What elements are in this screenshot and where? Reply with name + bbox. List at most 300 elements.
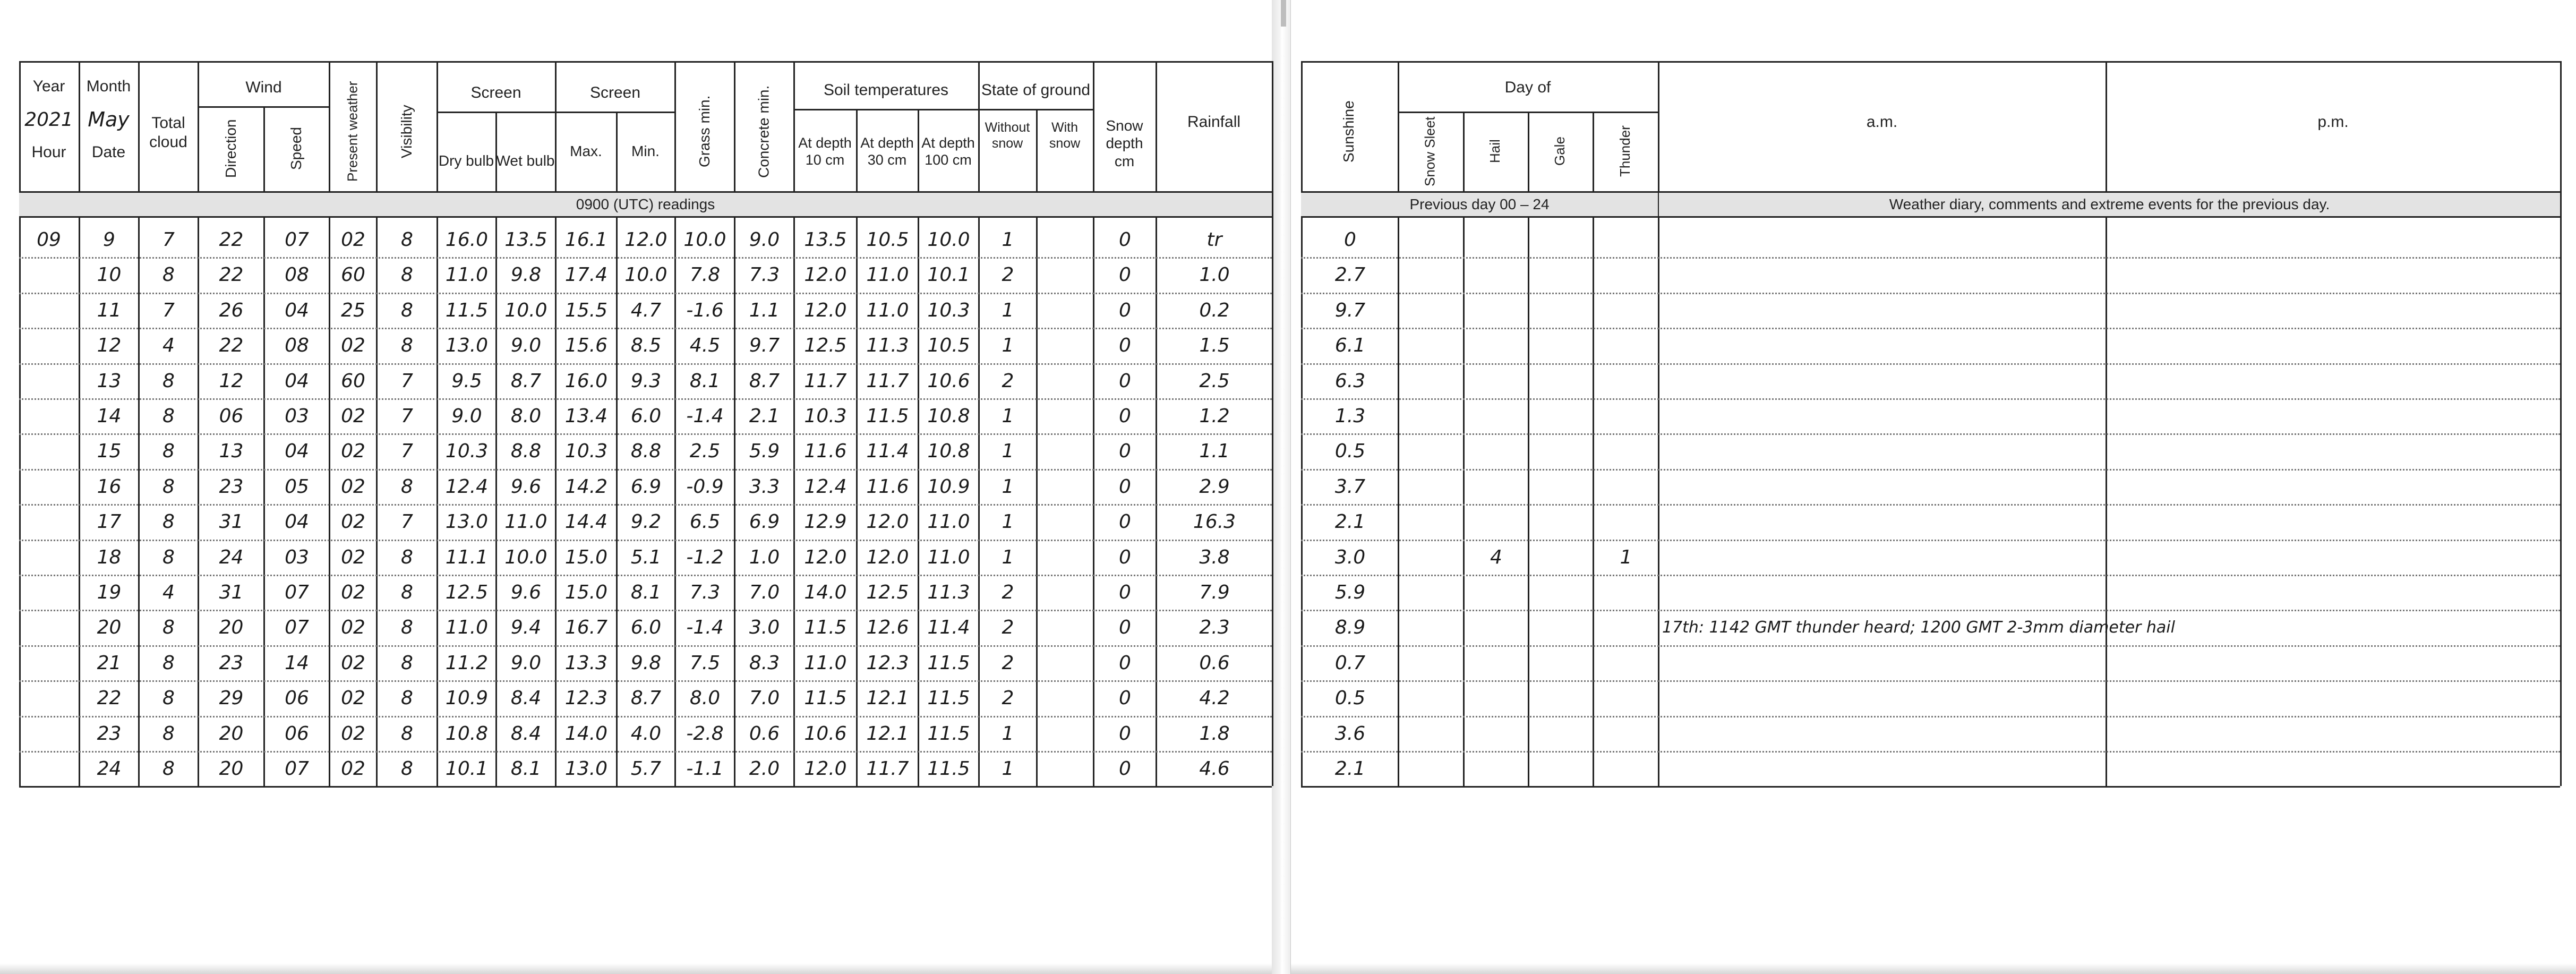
sunshine-cell: 2.1: [1334, 757, 1366, 780]
wet-bulb-cell: 8.7: [510, 370, 542, 392]
sunshine-cell: 8.9: [1334, 616, 1366, 638]
gale-cell: [1529, 328, 1593, 363]
thunder-cell: [1594, 575, 1658, 610]
thunder-header: Thunder: [1616, 125, 1633, 177]
snow-depth-cell: 0: [1119, 405, 1131, 427]
soil-10cm-cell: 10.3: [804, 405, 847, 427]
wind-speed-header: Speed: [288, 127, 305, 170]
dry-bulb-cell: 11.2: [445, 652, 489, 674]
screen-min-cell: 8.7: [630, 687, 662, 709]
rainfall-cell: 0.2: [1199, 299, 1230, 321]
screen-min-cell: 4.0: [630, 722, 662, 745]
with-snow-cell: [1038, 540, 1093, 575]
without-snow-cell: 1: [1002, 546, 1014, 568]
visibility-cell: 8: [401, 299, 413, 321]
soil-30cm-cell: 11.0: [866, 263, 909, 286]
hail-cell: [1465, 222, 1528, 257]
grass-min-cell: 7.5: [689, 652, 721, 674]
hail-cell: [1465, 575, 1528, 610]
concrete-min-cell: 8.3: [749, 652, 780, 674]
dry-bulb-cell: 11.0: [445, 616, 489, 638]
without-snow-cell: 1: [1002, 405, 1014, 427]
with-snow-cell: [1038, 433, 1093, 468]
snow-sleet-cell: [1399, 363, 1463, 398]
present-weather-cell: 02: [341, 581, 365, 603]
screen-min-cell: 9.2: [630, 510, 662, 533]
present-weather-cell: 02: [341, 616, 365, 638]
day-of-header: Day of: [1504, 79, 1551, 96]
wet-bulb-cell: 8.0: [510, 405, 542, 427]
screen-max-cell: 15.5: [564, 299, 608, 321]
screen-max-cell: 15.0: [564, 546, 608, 568]
wind-speed-cell: 08: [285, 334, 309, 356]
visibility-cell: 8: [401, 228, 413, 251]
sunshine-cell: 0.5: [1334, 440, 1366, 462]
total-cloud-cell: 8: [162, 687, 175, 709]
visibility-cell: 8: [401, 722, 413, 745]
sunshine-cell: 0.5: [1334, 687, 1366, 709]
screen-min-cell: 9.3: [630, 370, 662, 392]
wind-speed-cell: 14: [285, 652, 309, 674]
thunder-cell: [1594, 645, 1658, 680]
soil-100cm-cell: 10.8: [927, 405, 970, 427]
date-cell: 17: [97, 510, 122, 533]
grid-line: [19, 61, 21, 786]
visibility-cell: 8: [401, 546, 413, 568]
soil-30cm-cell: 11.0: [866, 299, 909, 321]
total-cloud-cell: 8: [162, 440, 175, 462]
concrete-min-cell: 2.0: [749, 757, 780, 780]
wet-bulb-header: Wet bulb: [496, 152, 555, 169]
year-label: Year: [32, 78, 65, 95]
snow-depth-cell: 0: [1119, 510, 1131, 533]
soil-100cm-cell: 11.3: [927, 581, 970, 603]
screen-min-cell: 6.9: [630, 475, 662, 498]
wind-direction-cell: 24: [219, 546, 244, 568]
total-cloud-cell: 8: [162, 370, 175, 392]
visibility-cell: 7: [401, 440, 413, 462]
with-snow-cell: [1038, 363, 1093, 398]
with-snow-cell: [1038, 575, 1093, 610]
visibility-cell: 8: [401, 334, 413, 356]
wet-bulb-cell: 10.0: [504, 546, 547, 568]
rainfall-cell: tr: [1206, 228, 1222, 251]
date-cell: 24: [97, 757, 122, 780]
thunder-cell: [1594, 751, 1658, 786]
snow-sleet-cell: [1399, 257, 1463, 292]
thunder-cell: [1594, 363, 1658, 398]
soil-100cm-cell: 10.9: [927, 475, 970, 498]
snow-sleet-cell: [1399, 328, 1463, 363]
grass-min-cell: -1.2: [686, 546, 724, 568]
soil-30cm-cell: 11.7: [866, 370, 909, 392]
screen-min-cell: 5.1: [630, 546, 662, 568]
date-cell: 16: [97, 475, 122, 498]
hour-entry: 09: [37, 228, 61, 251]
hour-label: Hour: [31, 143, 66, 161]
state-of-ground-header: State of ground: [981, 81, 1091, 99]
wind-speed-cell: 07: [285, 581, 309, 603]
wet-bulb-cell: 9.6: [510, 475, 542, 498]
dry-bulb-cell: 12.4: [445, 475, 489, 498]
date-cell: 21: [97, 652, 122, 674]
concrete-min-cell: 9.0: [749, 228, 780, 251]
present-weather-cell: 60: [341, 263, 365, 286]
gale-cell: [1529, 540, 1593, 575]
sunshine-cell: 5.9: [1334, 581, 1366, 603]
total-cloud-cell: 8: [162, 757, 175, 780]
screen-max-cell: 14.4: [564, 510, 608, 533]
wind-speed-cell: 07: [285, 616, 309, 638]
wind-speed-cell: 04: [285, 299, 309, 321]
hail-cell: [1465, 433, 1528, 468]
soil-30cm-cell: 12.1: [866, 722, 909, 745]
gale-cell: [1529, 469, 1593, 504]
wind-speed-cell: 06: [285, 722, 309, 745]
date-cell: 9: [103, 228, 115, 251]
wind-speed-cell: 07: [285, 228, 309, 251]
hail-cell: [1465, 257, 1528, 292]
dry-bulb-cell: 16.0: [445, 228, 489, 251]
present-weather-cell: 60: [341, 370, 365, 392]
previous-day-band: Previous day 00 – 24: [1301, 191, 1658, 218]
thunder-cell: [1594, 680, 1658, 715]
total-cloud-cell: 8: [162, 722, 175, 745]
present-weather-cell: 02: [341, 757, 365, 780]
grass-min-cell: -1.4: [686, 616, 724, 638]
thunder-cell: [1594, 469, 1658, 504]
screen-max-cell: 17.4: [564, 263, 608, 286]
wet-bulb-cell: 9.0: [510, 334, 542, 356]
soil-100cm-cell: 11.5: [927, 652, 970, 674]
snow-sleet-cell: [1399, 716, 1463, 751]
total-cloud-cell: 8: [162, 616, 175, 638]
grid-line: [2560, 61, 2562, 786]
visibility-cell: 8: [401, 757, 413, 780]
hail-cell: 4: [1490, 546, 1502, 568]
visibility-cell: 8: [401, 263, 413, 286]
grid-line: [1398, 112, 1658, 113]
concrete-min-header: Concrete min.: [755, 85, 772, 178]
soil-100cm-cell: 11.5: [927, 757, 970, 780]
grid-line: [978, 109, 1093, 110]
concrete-min-cell: 6.9: [749, 510, 780, 533]
soil-30cm-cell: 11.5: [866, 405, 909, 427]
rainfall-cell: 1.1: [1199, 440, 1230, 462]
with-snow-header: With snow: [1049, 120, 1081, 151]
snow-sleet-cell: [1399, 433, 1463, 468]
soil-10cm-cell: 12.5: [804, 334, 847, 356]
soil-30cm-cell: 12.6: [866, 616, 909, 638]
without-snow-cell: 1: [1002, 722, 1014, 745]
grid-line: [198, 106, 329, 108]
without-snow-cell: 1: [1002, 440, 1014, 462]
soil-10cm-cell: 11.7: [804, 370, 847, 392]
total-cloud-header: Total cloud: [149, 114, 187, 151]
total-cloud-cell: 7: [162, 299, 175, 321]
visibility-cell: 8: [401, 687, 413, 709]
soil-10cm-cell: 12.0: [804, 263, 847, 286]
gale-cell: [1529, 680, 1593, 715]
hail-cell: [1465, 716, 1528, 751]
concrete-min-cell: 9.7: [749, 334, 780, 356]
snow-sleet-cell: [1399, 680, 1463, 715]
present-weather-cell: 02: [341, 652, 365, 674]
concrete-min-cell: 5.9: [749, 440, 780, 462]
dry-bulb-cell: 9.0: [451, 405, 482, 427]
present-weather-cell: 02: [341, 334, 365, 356]
soil-100cm-cell: 11.0: [927, 546, 970, 568]
wet-bulb-cell: 8.4: [510, 687, 542, 709]
grass-min-cell: 10.0: [683, 228, 726, 251]
without-snow-cell: 1: [1002, 299, 1014, 321]
wind-header: Wind: [245, 79, 282, 96]
without-snow-cell: 1: [1002, 475, 1014, 498]
concrete-min-cell: 7.0: [749, 687, 780, 709]
soil-10cm-cell: 14.0: [804, 581, 847, 603]
book-spine: [1272, 0, 1290, 974]
snow-depth-cell: 0: [1119, 370, 1131, 392]
wind-speed-cell: 05: [285, 475, 309, 498]
wind-direction-cell: 22: [219, 263, 244, 286]
soil-100cm-header: At depth 100 cm: [921, 134, 975, 168]
screen-max-header: Max.: [570, 143, 602, 160]
wet-bulb-cell: 8.1: [510, 757, 542, 780]
wet-bulb-cell: 11.0: [504, 510, 547, 533]
screen-min-cell: 5.7: [630, 757, 662, 780]
wind-direction-cell: 31: [219, 510, 244, 533]
soil-30cm-cell: 12.1: [866, 687, 909, 709]
dry-bulb-cell: 12.5: [445, 581, 489, 603]
wind-speed-cell: 03: [285, 546, 309, 568]
soil-100cm-cell: 10.3: [927, 299, 970, 321]
present-weather-cell: 02: [341, 440, 365, 462]
rainfall-cell: 1.0: [1199, 263, 1230, 286]
visibility-header: Visibility: [398, 105, 415, 158]
rainfall-cell: 0.6: [1199, 652, 1230, 674]
thunder-cell: [1594, 398, 1658, 433]
wet-bulb-cell: 9.8: [510, 263, 542, 286]
wind-direction-cell: 20: [219, 722, 244, 745]
dry-bulb-cell: 10.8: [445, 722, 489, 745]
rainfall-cell: 4.6: [1199, 757, 1230, 780]
sunshine-cell: 6.3: [1334, 370, 1366, 392]
wind-speed-cell: 07: [285, 757, 309, 780]
screen-min-cell: 10.0: [624, 263, 667, 286]
hail-cell: [1465, 469, 1528, 504]
visibility-cell: 7: [401, 510, 413, 533]
soil-100cm-cell: 11.0: [927, 510, 970, 533]
wet-bulb-cell: 9.0: [510, 652, 542, 674]
without-snow-cell: 2: [1002, 652, 1014, 674]
snow-sleet-header: Snow Sleet: [1422, 116, 1438, 186]
wind-speed-cell: 04: [285, 440, 309, 462]
snow-depth-cell: 0: [1119, 228, 1131, 251]
gale-cell: [1529, 433, 1593, 468]
wind-direction-cell: 23: [219, 652, 244, 674]
grass-min-cell: 6.5: [689, 510, 721, 533]
concrete-min-cell: 2.1: [749, 405, 780, 427]
dry-bulb-cell: 11.0: [445, 263, 489, 286]
gale-header: Gale: [1551, 136, 1568, 166]
spine-tab: [1281, 0, 1286, 27]
dry-bulb-cell: 13.0: [445, 334, 489, 356]
thunder-cell: [1594, 504, 1658, 539]
present-weather-cell: 02: [341, 546, 365, 568]
grass-min-cell: 2.5: [689, 440, 721, 462]
with-snow-cell: [1038, 645, 1093, 680]
wind-speed-cell: 06: [285, 687, 309, 709]
hail-cell: [1465, 328, 1528, 363]
thunder-cell: [1594, 328, 1658, 363]
gale-cell: [1529, 716, 1593, 751]
present-weather-cell: 02: [341, 722, 365, 745]
hail-header: Hail: [1486, 139, 1503, 164]
screen-max-cell: 16.0: [564, 370, 608, 392]
am-header: a.m.: [1866, 113, 1898, 131]
soil-10cm-cell: 11.6: [804, 440, 847, 462]
total-cloud-cell: 8: [162, 475, 175, 498]
gale-cell: [1529, 257, 1593, 292]
grass-min-cell: 4.5: [689, 334, 721, 356]
date-cell: 19: [97, 581, 122, 603]
diary-note: 17th: 1142 GMT thunder heard; 1200 GMT 2-3mm diameter hail: [1662, 618, 2175, 637]
soil-30cm-cell: 12.0: [866, 546, 909, 568]
wet-bulb-cell: 9.6: [510, 581, 542, 603]
month-value: May: [88, 108, 130, 132]
with-snow-cell: [1038, 469, 1093, 504]
gale-cell: [1529, 751, 1593, 786]
grass-min-cell: 7.8: [689, 263, 721, 286]
thunder-cell: [1594, 222, 1658, 257]
dry-bulb-cell: 11.1: [445, 546, 489, 568]
snow-sleet-cell: [1399, 398, 1463, 433]
wind-direction-cell: 12: [219, 370, 244, 392]
wet-bulb-cell: 13.5: [504, 228, 547, 251]
gale-cell: [1529, 645, 1593, 680]
wet-bulb-cell: 10.0: [504, 299, 547, 321]
gale-cell: [1529, 575, 1593, 610]
without-snow-header: Without snow: [985, 120, 1030, 151]
soil-10cm-cell: 11.5: [804, 687, 847, 709]
soil-10cm-cell: 12.0: [804, 757, 847, 780]
date-cell: 10: [97, 263, 122, 286]
total-cloud-cell: 8: [162, 510, 175, 533]
rainfall-cell: 3.8: [1199, 546, 1230, 568]
sunshine-cell: 3.7: [1334, 475, 1366, 498]
grid-line: [19, 61, 1272, 63]
wind-direction-cell: 29: [219, 687, 244, 709]
concrete-min-cell: 7.0: [749, 581, 780, 603]
wind-speed-cell: 04: [285, 510, 309, 533]
snow-depth-cell: 0: [1119, 687, 1131, 709]
present-weather-cell: 02: [341, 475, 365, 498]
dry-bulb-cell: 10.9: [445, 687, 489, 709]
snow-sleet-cell: [1399, 293, 1463, 328]
grass-min-cell: -1.4: [686, 405, 724, 427]
hail-cell: [1465, 293, 1528, 328]
year-value: 2021: [24, 109, 73, 131]
thunder-cell: [1594, 257, 1658, 292]
grid-line: [1658, 61, 1659, 786]
soil-100cm-cell: 10.5: [927, 334, 970, 356]
visibility-cell: 8: [401, 616, 413, 638]
with-snow-cell: [1038, 257, 1093, 292]
dry-bulb-cell: 9.5: [451, 370, 482, 392]
grass-min-cell: 8.0: [689, 687, 721, 709]
snow-sleet-cell: [1399, 575, 1463, 610]
thunder-cell: [1594, 610, 1658, 645]
soil-10cm-cell: 12.0: [804, 299, 847, 321]
screen-header-2: Screen: [589, 84, 641, 101]
without-snow-cell: 2: [1002, 370, 1014, 392]
snow-depth-cell: 0: [1119, 440, 1131, 462]
grid-line: [2106, 61, 2107, 786]
hail-cell: [1465, 645, 1528, 680]
wind-direction-cell: 06: [219, 405, 244, 427]
wet-bulb-cell: 9.4: [510, 616, 542, 638]
screen-min-header: Min.: [631, 143, 660, 160]
grass-min-cell: -0.9: [686, 475, 724, 498]
soil-100cm-cell: 10.8: [927, 440, 970, 462]
soil-100cm-cell: 10.6: [927, 370, 970, 392]
screen-min-cell: 8.5: [630, 334, 662, 356]
screen-max-cell: 14.2: [564, 475, 608, 498]
date-cell: 12: [97, 334, 122, 356]
date-cell: 14: [97, 405, 122, 427]
snow-depth-cell: 0: [1119, 475, 1131, 498]
without-snow-cell: 1: [1002, 334, 1014, 356]
present-weather-cell: 25: [341, 299, 365, 321]
screen-min-cell: 8.8: [630, 440, 662, 462]
screen-min-cell: 4.7: [630, 299, 662, 321]
snow-depth-header: Snow depth cm: [1106, 117, 1143, 169]
grid-line: [437, 112, 555, 113]
gale-cell: [1529, 293, 1593, 328]
wet-bulb-cell: 8.4: [510, 722, 542, 745]
wind-direction-header: Direction: [222, 119, 239, 178]
wind-direction-cell: 26: [219, 299, 244, 321]
date-cell: 18: [97, 546, 122, 568]
screen-max-cell: 10.3: [564, 440, 608, 462]
grass-min-cell: -2.8: [686, 722, 724, 745]
soil-100cm-cell: 10.1: [927, 263, 970, 286]
snow-depth-cell: 0: [1119, 263, 1131, 286]
total-cloud-cell: 8: [162, 546, 175, 568]
snow-depth-cell: 0: [1119, 757, 1131, 780]
date-cell: 13: [97, 370, 122, 392]
total-cloud-cell: 8: [162, 405, 175, 427]
rainfall-cell: 2.3: [1199, 616, 1230, 638]
grid-line: [1301, 61, 2560, 63]
weather-diary-band: Weather diary, comments and extreme events for the previous day.: [1659, 191, 2560, 218]
gale-cell: [1529, 610, 1593, 645]
rainfall-cell: 1.5: [1199, 334, 1230, 356]
screen-max-cell: 13.0: [564, 757, 608, 780]
snow-sleet-cell: [1399, 540, 1463, 575]
concrete-min-cell: 7.3: [749, 263, 780, 286]
visibility-cell: 8: [401, 475, 413, 498]
total-cloud-cell: 8: [162, 263, 175, 286]
hail-cell: [1465, 680, 1528, 715]
screen-max-cell: 15.6: [564, 334, 608, 356]
wind-direction-cell: 20: [219, 616, 244, 638]
snow-sleet-cell: [1399, 751, 1463, 786]
sunshine-cell: 3.6: [1334, 722, 1366, 745]
total-cloud-cell: 8: [162, 652, 175, 674]
readings-band: 0900 (UTC) readings: [19, 191, 1272, 218]
gale-cell: [1529, 363, 1593, 398]
